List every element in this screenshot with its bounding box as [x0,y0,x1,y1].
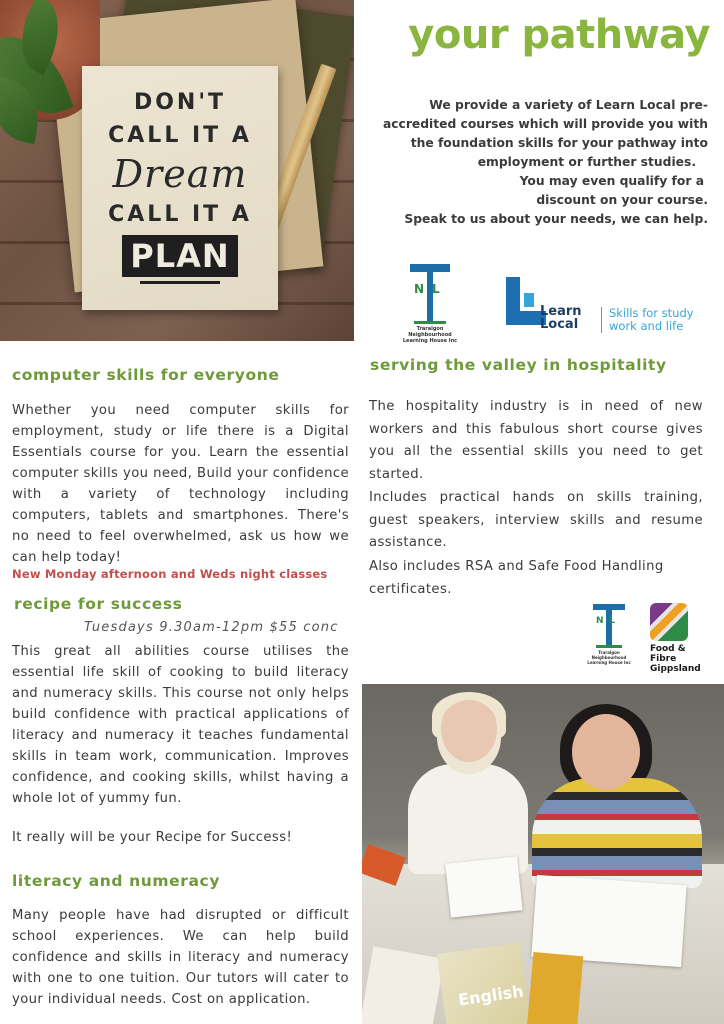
tnlh-logo-small [582,604,636,665]
literacy-heading: literacy and numeracy [12,872,221,890]
tagline-line1: Skills for study [609,306,694,320]
card-line-4: CALL IT A [108,202,252,227]
food-fibre-line2: Gippsland [650,664,701,674]
learn-local-word2: Local [540,317,579,332]
literacy-body: Many people have had disrupted or difficult school experiences. We can help build confidence and skills in literacy and numeracy with one to one tuition. Our tutors will cater to your individual needs. Cost on application. [12,908,349,1007]
learn-local-tagline [609,307,694,333]
tnlh-logo [398,264,462,344]
food-fibre-mark [650,603,688,641]
hospitality-para3: Also includes RSA and Safe Food Handling certificates. [369,559,664,597]
book [362,946,444,1024]
student-2-face [572,714,640,790]
card-underline [140,281,220,284]
intro-line: the foundation skills for your pathway into [410,136,708,150]
intro-line: discount on your course. [536,193,708,207]
book-title: English [456,981,525,1010]
card-line-5: PLAN [122,235,237,277]
intro-text [358,96,708,229]
recipe-body: This great all abilities course utilises the essential life skill of cooking to build literacy and numeracy skills. This course not only helps build confidence with practical applications of literacy and numeracy it teaches fundamental skills in team work, communication. Improves confidence, and cooking skills, whilst having a whole lot of yummy fun. [12,644,349,806]
recipe-closing: It really will be your Recipe for Success! [12,830,293,845]
tnlh-caption: Traralgon Neighbourhood Learning House Inc [402,326,458,344]
hospitality-para1: The hospitality industry is in need of new workers and this fabulous short course gives you all the essential skills you need to get started. [369,399,703,482]
tnlh-letters-small: NL [596,616,622,626]
card-line-3: Dream [112,152,248,196]
card-line-1: DON'T [133,90,227,115]
tnlh-letters: NL [414,282,448,296]
recipe-heading: recipe for success [14,595,183,613]
computer-heading: computer skills for everyone [12,366,280,384]
computer-body: Whether you need computer skills for employment, study or life there is a Digital Essentials course for you. Learn the essential computer skills you need, Build your confidence with a variety of technology including computers, tablets and smartphones. There's no need to feel overwhelmed, ask us how we can help today! [12,403,349,565]
learn-local-logo [506,277,706,335]
worksheet [445,856,522,917]
book [527,952,584,1024]
intro-line: We provide a variety of Learn Local pre- [429,98,708,112]
class-photo [362,684,724,1024]
food-fibre-logo [650,603,710,674]
food-fibre-text [650,644,710,674]
food-fibre-line1: Food & Fibre [650,644,686,664]
tagline-line2: work and life [609,319,684,333]
motivational-card [82,66,278,310]
learn-local-divider [601,307,602,333]
intro-line: accredited courses which will provide you with [382,117,708,131]
student-1-face [437,700,501,774]
page-title: your pathway [408,12,710,58]
hospitality-para2: Includes practical hands on skills training, guest speakers, interview skills and resume assistance. [369,490,703,550]
recipe-schedule: Tuesdays 9.30am-12pm $55 conc [84,620,339,635]
intro-line: You may even qualify for a [519,174,704,188]
computer-note: New Monday afternoon and Weds night classes [12,567,328,581]
tnlh-caption-small: Traralgon Neighbourhood Learning House Inc [587,650,631,665]
learn-local-word1: Learn [540,304,582,319]
card-line-2: CALL IT A [108,123,252,148]
hospitality-heading: serving the valley in hospitality [370,356,667,374]
intro-line: Speak to us about your needs, we can help. [404,212,708,226]
student-2-body [532,778,702,888]
intro-line: employment or further studies. [477,155,696,169]
hero-photo [0,0,354,341]
